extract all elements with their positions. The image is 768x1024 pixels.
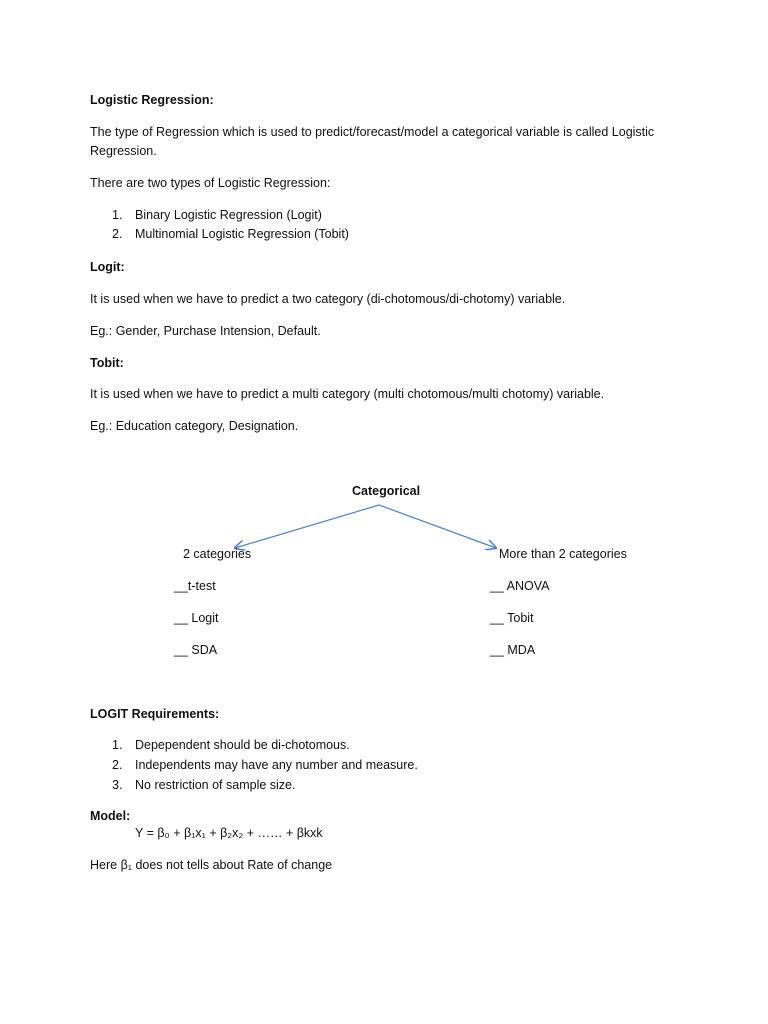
tobit-description: It is used when we have to predict a multi category (multi chotomous/multi chotomy) variable. xyxy=(90,387,605,401)
types-intro: There are two types of Logistic Regression: xyxy=(90,176,331,190)
list-number: 2. xyxy=(112,758,123,772)
diagram-right-item: __ MDA xyxy=(490,643,536,657)
tobit-heading: Tobit: xyxy=(90,356,124,370)
diagram-left-label: 2 categories xyxy=(183,547,252,561)
definition-line-1: The type of Regression which is used to predict/forecast/model a categorical variable is called Logistic xyxy=(90,125,655,139)
model-note: Here β₁ does not tells about Rate of change xyxy=(90,858,333,872)
tobit-example: Eg.: Education category, Designation. xyxy=(90,419,299,433)
arrow-right xyxy=(379,505,496,548)
requirements-heading: LOGIT Requirements: xyxy=(90,707,220,721)
heading: Logistic Regression: xyxy=(90,93,214,107)
diagram-right-item: __ ANOVA xyxy=(490,579,550,593)
requirement-item: No restriction of sample size. xyxy=(135,778,296,792)
definition-line-2: Regression. xyxy=(90,144,157,158)
list-number: 2. xyxy=(112,227,123,241)
model-equation: Y = β₀ + β₁x₁ + β₂x₂ + …… + βkxk xyxy=(135,826,323,840)
diagram-right-label: More than 2 categories xyxy=(499,547,627,561)
diagram-left-item: __ SDA xyxy=(174,643,218,657)
logit-example: Eg.: Gender, Purchase Intension, Default. xyxy=(90,324,321,338)
diagram-right-item: __ Tobit xyxy=(490,611,534,625)
diagram-left-item: __ Logit xyxy=(174,611,219,625)
list-number: 1. xyxy=(112,208,123,222)
list-number: 1. xyxy=(112,738,123,752)
diagram-left-item: __t-test xyxy=(174,579,216,593)
list-item-binary: Binary Logistic Regression (Logit) xyxy=(135,208,322,222)
requirement-item: Depependent should be di-chotomous. xyxy=(135,738,350,752)
arrow-left xyxy=(235,505,379,548)
list-number: 3. xyxy=(112,778,123,792)
diagram-root-label: Categorical xyxy=(352,484,421,498)
logit-heading: Logit: xyxy=(90,260,125,274)
model-heading: Model: xyxy=(90,809,131,823)
requirement-item: Independents may have any number and measure. xyxy=(135,758,418,772)
logit-description: It is used when we have to predict a two category (di-chotomous/di-chotomy) variable. xyxy=(90,292,566,306)
list-item-multinomial: Multinomial Logistic Regression (Tobit) xyxy=(135,227,349,241)
